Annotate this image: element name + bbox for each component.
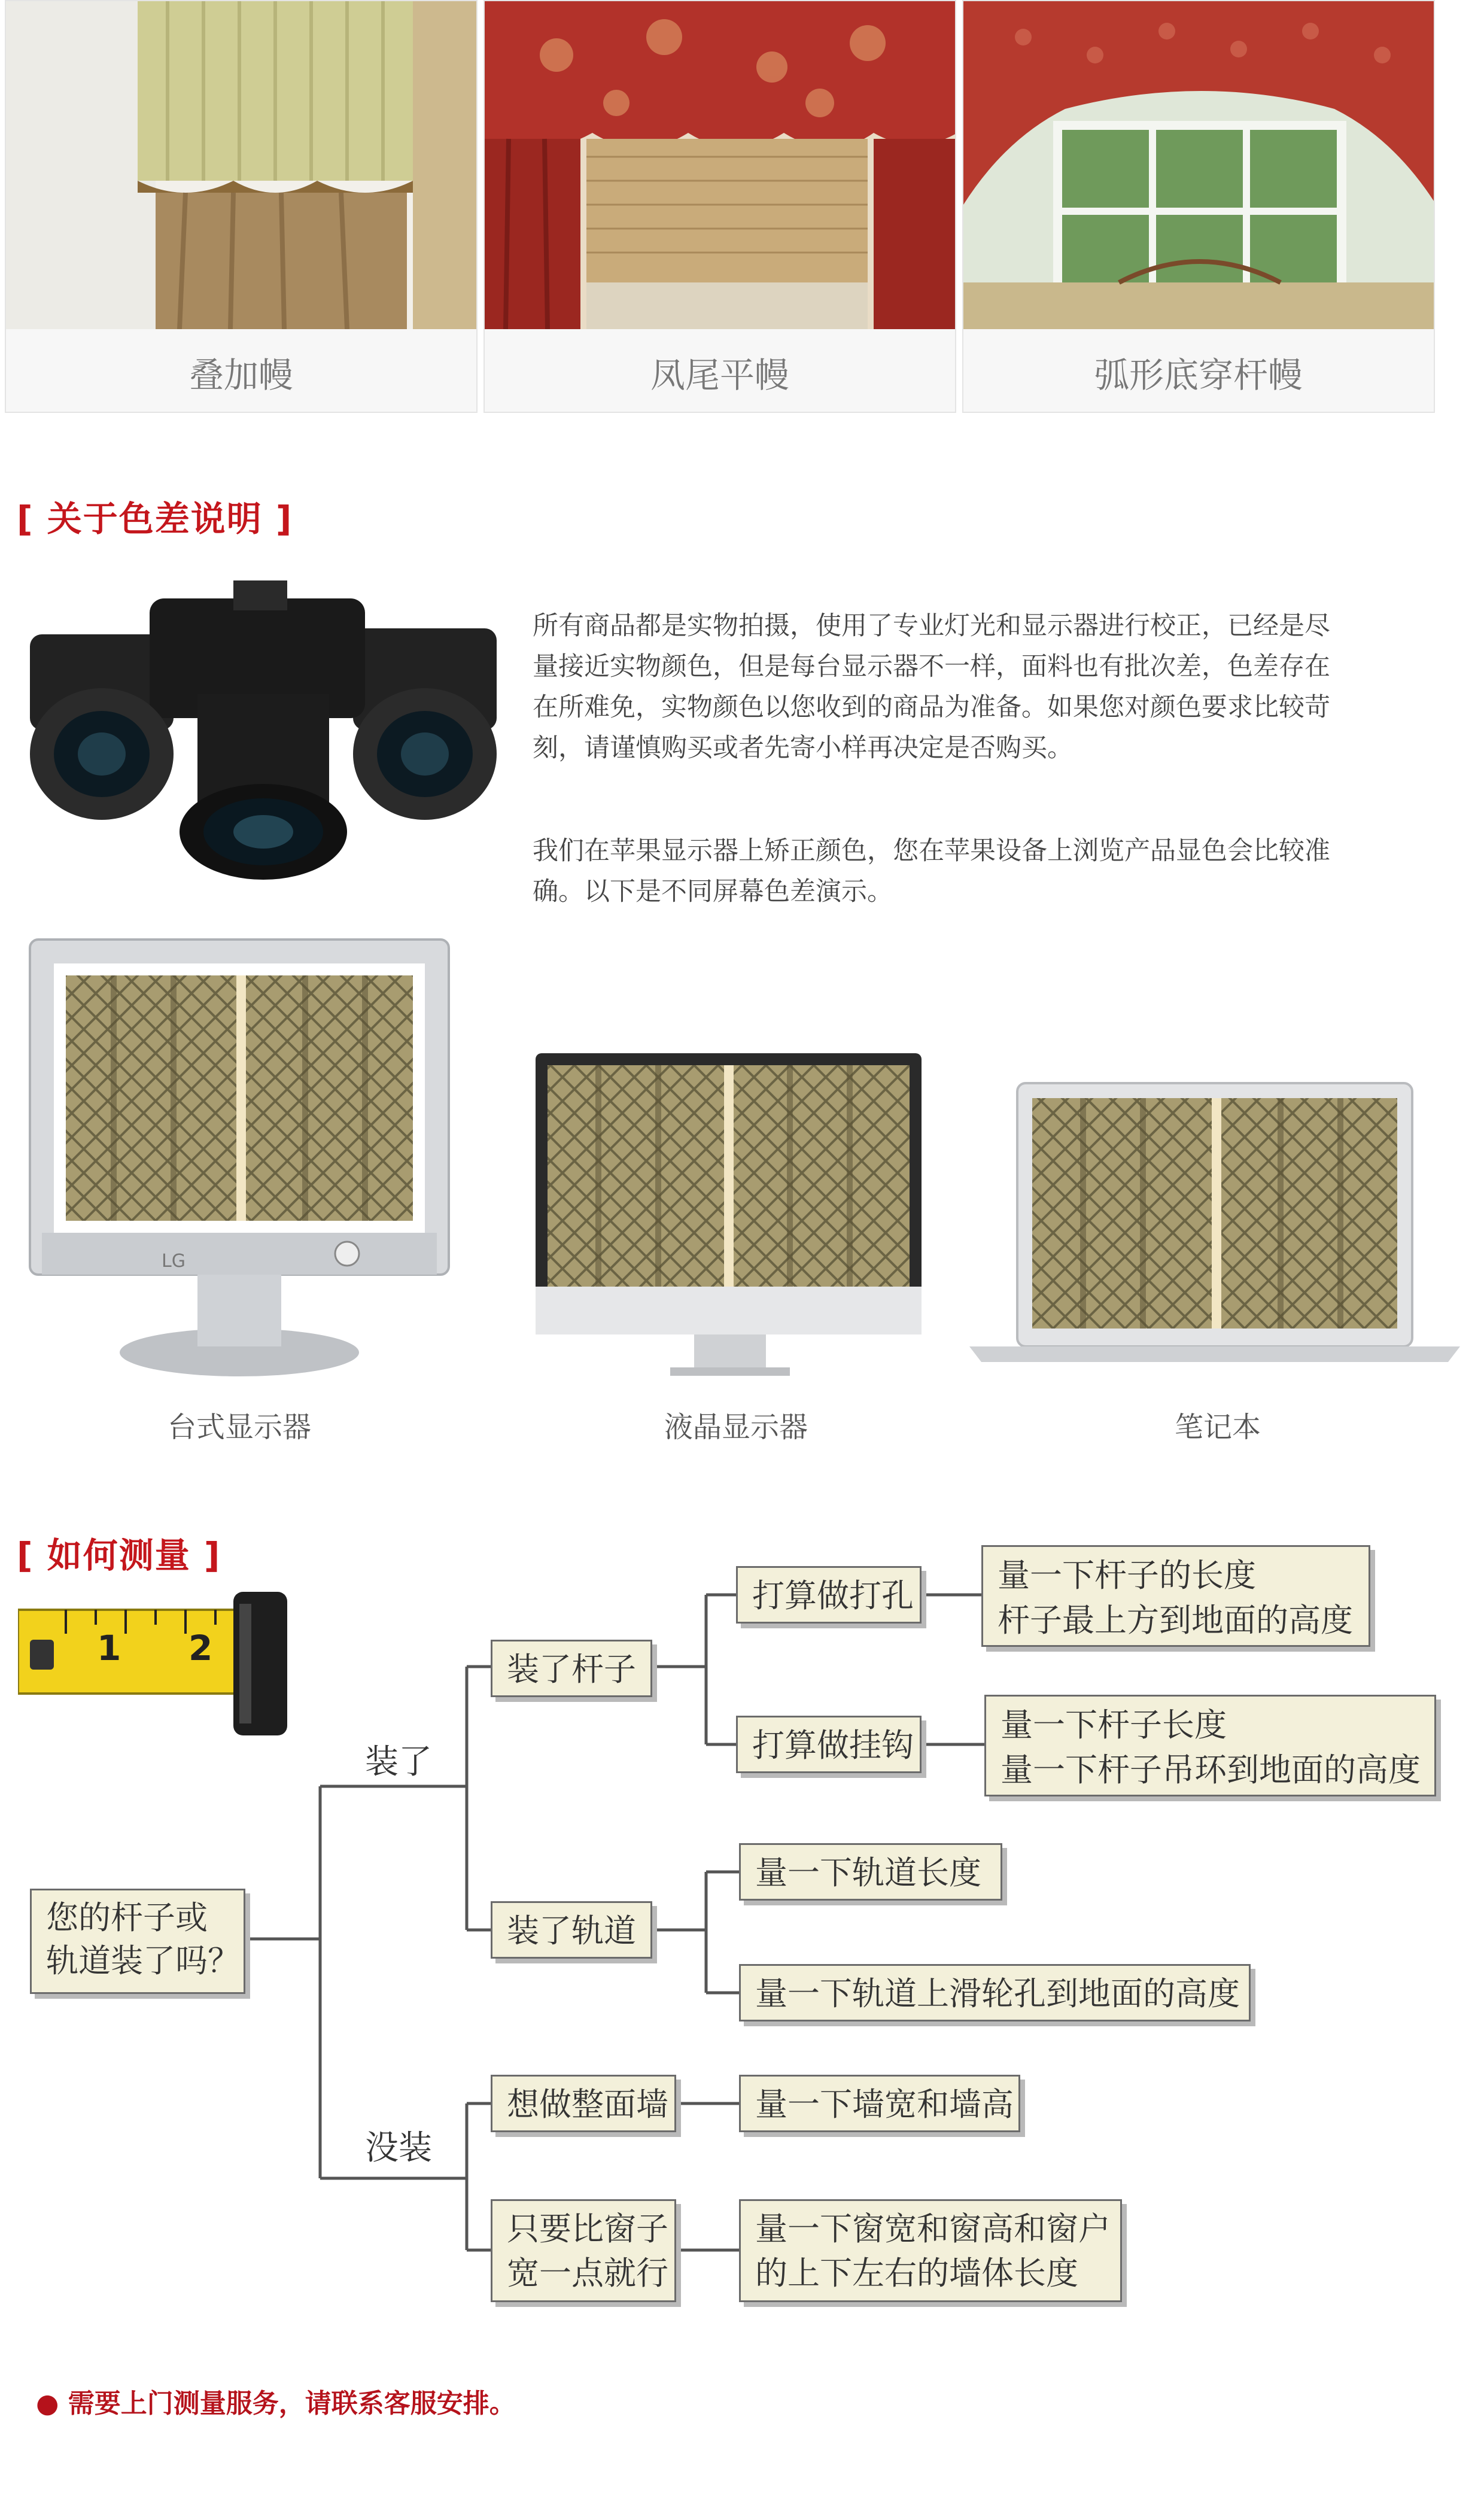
valance-photo-3 (963, 1, 1434, 329)
onsite-measure-note: ● 需要上门测量服务，请联系客服安排。 (36, 2388, 516, 2419)
valance-caption-2: 凤尾平幔 (650, 355, 789, 396)
crt-monitor (30, 940, 449, 1376)
node-rod-hook-action-line-2: 量一下杆子吊环到地面的高度 (1001, 1751, 1421, 1789)
tree-root-question (30, 1889, 245, 1994)
valance-caption-3: 弧形底穿杆幔 (1094, 355, 1303, 396)
node-track-length: 量一下轨道长度 (739, 1843, 1002, 1901)
tree-root-line-2: 轨道装了吗？ (46, 1942, 240, 1980)
node-window-wider (491, 2199, 676, 2302)
node-rod-hole-action-line-2: 杆子最上方到地面的高度 (998, 1601, 1353, 1639)
color-paragraph-1 (533, 606, 1466, 768)
color-paragraph-2 (533, 831, 1466, 912)
node-rod-hook: 打算做挂钩 (736, 1716, 922, 1773)
node-track-installed: 装了轨道 (491, 1901, 652, 1959)
color-paragraph-1-line-1: 所有商品都是实物拍摄，使用了专业灯光和显示器进行校正，已经是尽 (533, 611, 1330, 641)
branch-label-installed: 装了 (365, 1743, 432, 1782)
valance-card-3 (962, 0, 1435, 413)
laptop (969, 1083, 1460, 1362)
monitor-caption-laptop: 笔记本 (1174, 1410, 1261, 1444)
valance-caption-1: 叠加幔 (188, 355, 293, 396)
node-rod-hole: 打算做打孔 (736, 1566, 922, 1624)
tape-mark-2: 2 (188, 1628, 213, 1668)
node-rod-hole-action-line-1: 量一下杆子的长度 (998, 1557, 1256, 1594)
color-paragraph-2-line-2: 确。以下是不同屏幕色差演示。 (533, 877, 893, 907)
valance-photo-1 (6, 1, 476, 329)
monitor-caption-crt: 台式显示器 (167, 1410, 311, 1444)
node-full-wall: 想做整面墙 (491, 2075, 676, 2132)
monitor-demo-illustrations (0, 934, 1484, 1388)
node-rod-installed: 装了杆子 (491, 1640, 652, 1697)
node-rod-hook-action (984, 1695, 1436, 1796)
tape-mark-1: 1 (97, 1628, 121, 1668)
lcd-monitor (536, 1053, 922, 1376)
node-window-action-line-2: 的上下左右的墙体长度 (755, 2254, 1078, 2292)
cameras-photo (18, 574, 509, 886)
node-window-action-line-1: 量一下窗宽和窗高和窗户 (755, 2210, 1111, 2248)
node-full-wall-action: 量一下墙宽和墙高 (739, 2075, 1020, 2132)
color-paragraph-2-line-1: 我们在苹果显示器上矫正颜色，您在苹果设备上浏览产品显色会比较准 (533, 836, 1330, 866)
color-paragraph-1-line-3: 在所难免，实物颜色以您收到的商品为准备。如果您对颜色要求比较苛 (533, 692, 1330, 722)
color-section-title: [ 关于色差说明 ] (17, 498, 293, 539)
valance-card-2 (483, 0, 956, 413)
node-window-line-2: 宽一点就行 (507, 2254, 668, 2292)
node-track-height: 量一下轨道上滑轮孔到地面的高度 (739, 1964, 1251, 2021)
crt-brand-logo: LG (162, 1251, 186, 1272)
tree-root-line-1: 您的杆子或 (46, 1899, 208, 1937)
node-rod-hole-action (981, 1545, 1370, 1647)
node-rod-hook-action-line-1: 量一下杆子长度 (1001, 1706, 1227, 1744)
valance-photo-2 (485, 1, 955, 329)
color-paragraph-1-line-4: 刻，请谨慎购买或者先寄小样再决定是否购买。 (533, 733, 1073, 763)
monitor-caption-lcd: 液晶显示器 (664, 1410, 808, 1444)
node-window-action (739, 2199, 1122, 2302)
node-window-line-1: 只要比窗子 (507, 2210, 668, 2248)
measure-section-title: [ 如何测量 ] (17, 1535, 221, 1576)
color-paragraph-1-line-2: 量接近实物颜色，但是每台显示器不一样，面料也有批次差，色差存在 (533, 652, 1330, 682)
branch-label-not-installed: 没装 (365, 2129, 432, 2168)
valance-card-1 (5, 0, 478, 413)
